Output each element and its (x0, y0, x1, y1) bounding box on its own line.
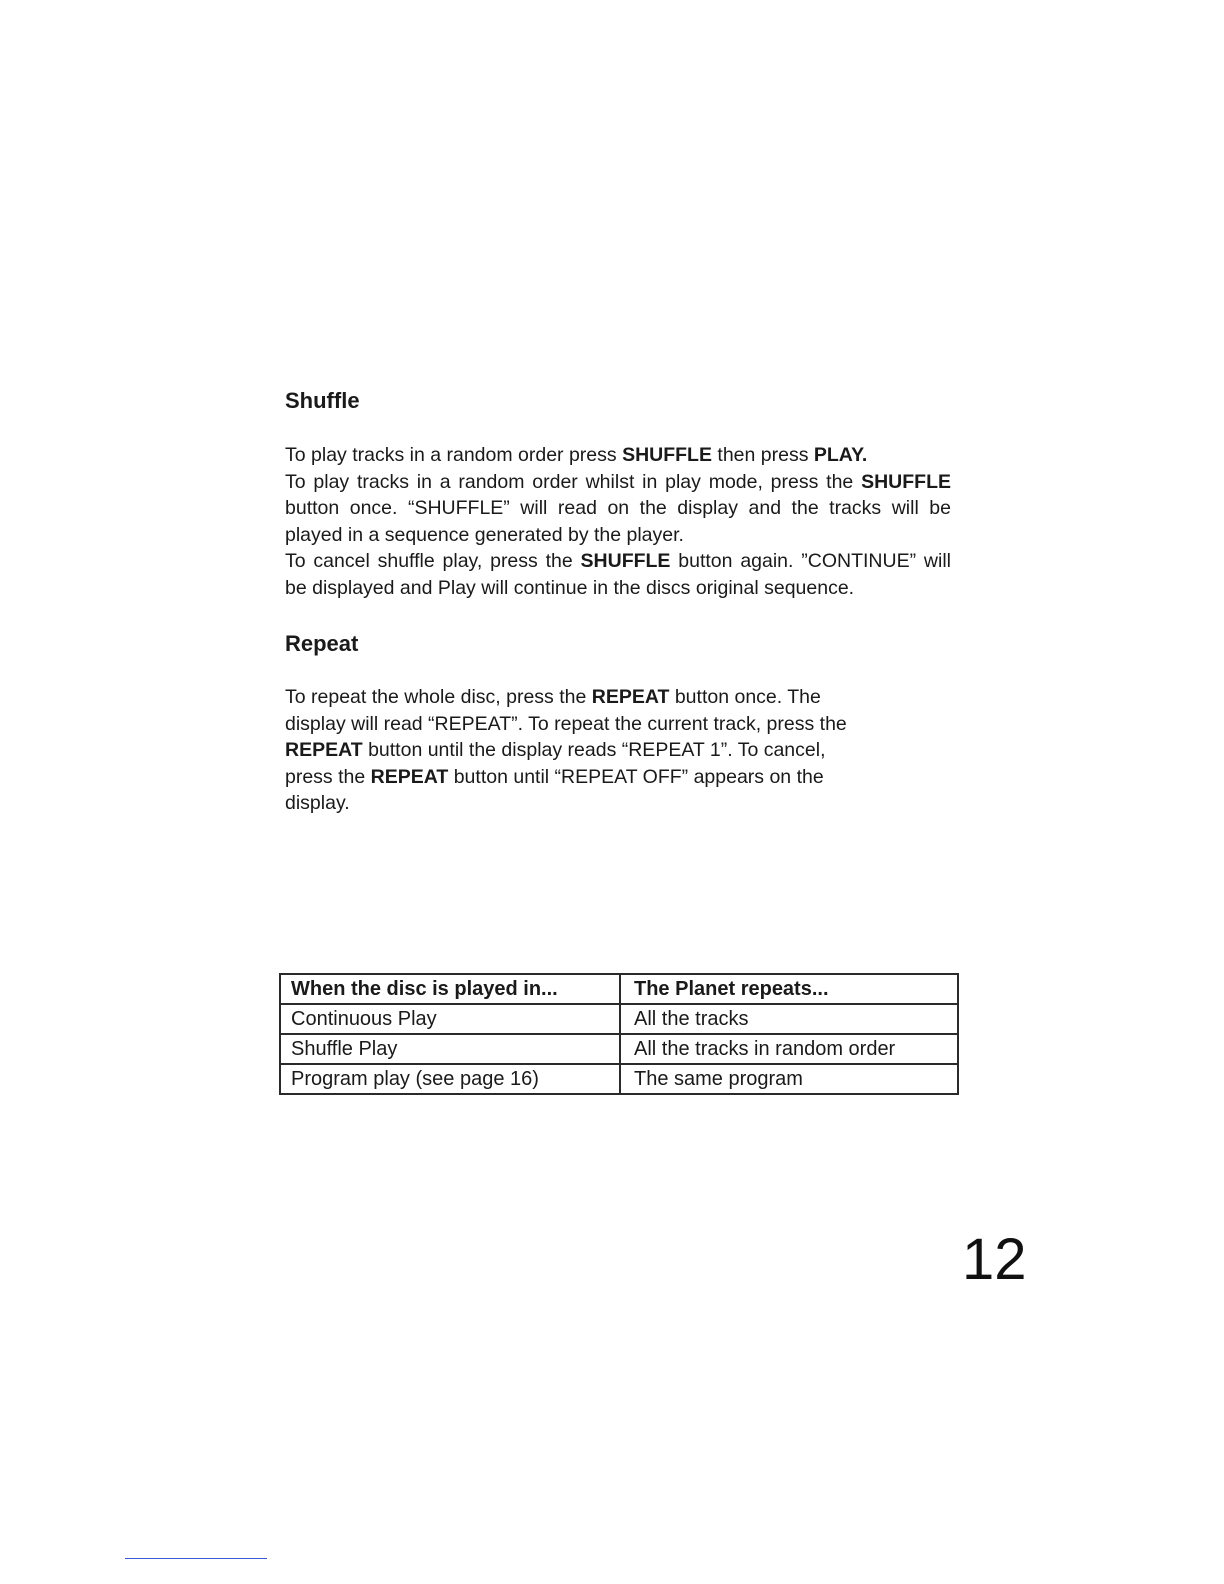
repeat-section-body (285, 684, 951, 817)
repeat-l3-text-2: button until the display reads “REPEAT 1”. To cancel, (362, 739, 826, 761)
table-header-row (280, 974, 958, 1004)
table-header-repeats: The Planet repeats... (620, 974, 958, 1004)
shuffle-p1-text-1: To play tracks in a random order press (285, 444, 623, 466)
table-row (280, 1004, 958, 1034)
content-column (285, 386, 951, 817)
shuffle-p2-text-1: To play tracks in a random order whilst in play mode, press the (285, 470, 862, 493)
shuffle-p3-bold-shuffle: SHUFFLE (580, 550, 671, 572)
shuffle-p2-text-2: button once. “SHUFFLE” will read on the display and the tracks will be played in a sequence generated by the player. (285, 497, 951, 546)
shuffle-paragraph-1 (285, 442, 951, 469)
repeat-l3-bold-repeat: REPEAT (285, 739, 363, 761)
shuffle-p3-text-2: button again. ”CONTINUE” will be displayed and Play will continue in the discs original sequence. (285, 550, 951, 599)
repeat-line-5: display. (285, 792, 350, 814)
table-cell-repeats: The same program (620, 1064, 958, 1094)
repeat-line-1 (285, 686, 821, 708)
repeat-l1-bold-repeat: REPEAT (591, 686, 670, 708)
shuffle-p2-bold-shuffle: SHUFFLE (861, 470, 951, 493)
table-cell-repeats: All the tracks in random order (620, 1034, 958, 1064)
shuffle-section-body (285, 442, 951, 601)
repeat-l4-bold-repeat: REPEAT (370, 765, 449, 788)
repeat-modes-table (279, 973, 959, 1095)
table-cell-mode: Shuffle Play (280, 1034, 620, 1064)
repeat-modes-table-wrap (279, 973, 959, 1095)
repeat-l4-text-1: press the (285, 765, 371, 788)
repeat-line-2: display will read “REPEAT”. To repeat the current track, press the (285, 712, 847, 735)
shuffle-paragraph-3 (285, 548, 951, 601)
repeat-paragraph (285, 684, 951, 817)
repeat-line-4 (285, 766, 824, 788)
table-row (280, 1064, 958, 1094)
shuffle-p1-bold-play: PLAY. (813, 444, 868, 466)
table-cell-repeats: All the tracks (620, 1004, 958, 1034)
shuffle-p3-text-1: To cancel shuffle play, press the (285, 550, 581, 572)
repeat-l4-text-2: button until “REPEAT OFF” appears on the (448, 765, 824, 788)
repeat-line-3 (285, 739, 826, 761)
repeat-heading: Repeat (285, 631, 359, 656)
shuffle-paragraph-2 (285, 469, 951, 549)
shuffle-p1-text-2: then press (711, 444, 814, 466)
shuffle-heading: Shuffle (285, 388, 360, 413)
table-header-mode: When the disc is played in... (280, 974, 620, 1004)
table-cell-mode: Program play (see page 16) (280, 1064, 620, 1094)
table-cell-mode: Continuous Play (280, 1004, 620, 1034)
footer-rule (125, 1558, 267, 1559)
table-row (280, 1034, 958, 1064)
page-number: 12 (962, 1227, 1027, 1292)
repeat-l1-text-1: To repeat the whole disc, press the (285, 686, 592, 708)
repeat-l1-text-2: button once. The (669, 686, 821, 708)
shuffle-p1-bold-shuffle: SHUFFLE (622, 444, 712, 466)
